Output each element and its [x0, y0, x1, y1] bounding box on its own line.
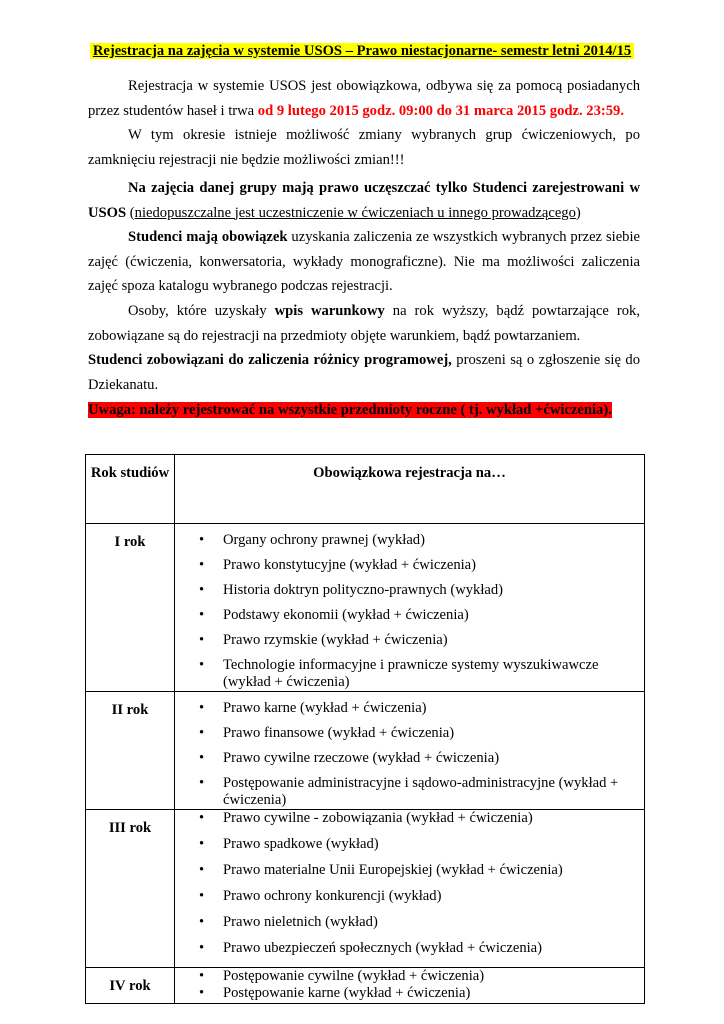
registration-dates: od 9 lutego 2015 godz. 09:00 do 31 marca 2015 godz. 23:59.: [257, 102, 624, 119]
course-item: • Prawo cywilne - zobowiązania (wykład + ćwiczenia): [199, 810, 644, 827]
group-changes-text: W tym okresie istnieje możliwość zmiany wybranych grup ćwiczeniowych, po zamknięciu rejestracji nie będzie możliwości zmian!!!: [88, 127, 640, 168]
year-label: III rok: [86, 810, 175, 968]
course-item: • Podstawy ekonomii (wykład + ćwiczenia): [199, 607, 644, 624]
course-item: • Postępowanie administracyjne i sądowo-administracyjne (wykład + ćwiczenia): [199, 775, 644, 809]
table-row-year-2: [86, 692, 645, 810]
course-list-cell: [175, 692, 645, 810]
warning-highlight: Uwaga: należy rejestrować na wszystkie przedmioty roczne ( tj. wykład +ćwiczenia).: [88, 402, 612, 418]
table-row-year-4: [86, 968, 645, 1004]
document-title-wrap: [0, 42, 724, 60]
course-item: • Prawo finansowe (wykład + ćwiczenia): [199, 725, 644, 742]
course-item: • Historia doktryn polityczno-prawnych (wykład): [199, 582, 644, 599]
obligation-bold: Studenci mają obowiązek: [128, 229, 288, 245]
course-list: [175, 532, 644, 691]
paragraph-obligation: [88, 225, 640, 299]
course-item: • Organy ochrony prawnej (wykład): [199, 532, 644, 549]
paragraph-conditional: [88, 299, 640, 348]
conditional-text-b: na rok wyższy, bądź powtarzające rok, zobowiązane są do rejestracji na przedmioty objęte warunkiem, bądź powtarzaniem.: [88, 303, 640, 344]
conditional-text-a: Osoby, które uzyskały: [128, 303, 275, 319]
course-item: • Technologie informacyjne i prawnicze systemy wyszukiwawcze (wykład + ćwiczenia): [199, 657, 644, 691]
course-item: • Prawo ubezpieczeń społecznych (wykład + ćwiczenia): [199, 940, 644, 957]
paragraph-attendance: [88, 176, 640, 225]
course-item: • Prawo konstytucyjne (wykład + ćwiczenia): [199, 557, 644, 574]
year-label: IV rok: [86, 968, 175, 1004]
course-list-cell: [175, 810, 645, 968]
table-row-year-3: [86, 810, 645, 968]
course-item: • Prawo karne (wykład + ćwiczenia): [199, 700, 644, 717]
attendance-close: ): [575, 204, 581, 221]
conditional-bold: wpis warunkowy: [274, 303, 385, 319]
course-item: • Postępowanie cywilne (wykład + ćwiczenia): [199, 968, 644, 985]
course-item: • Prawo ochrony konkurencji (wykład): [199, 888, 644, 905]
program-difference-text: proszeni są o zgłoszenie się do Dziekanatu.: [88, 352, 640, 393]
year-label: I rok: [86, 524, 175, 692]
program-difference-bold: Studenci zobowiązani do zaliczenia różnicy programowej,: [88, 352, 452, 368]
course-item: • Prawo nieletnich (wykład): [199, 914, 644, 931]
course-item: • Prawo cywilne rzeczowe (wykład + ćwiczenia): [199, 750, 644, 767]
course-list-cell: [175, 968, 645, 1004]
course-item: • Postępowanie karne (wykład + ćwiczenia): [199, 985, 644, 1002]
header-registration: Obowiązkowa rejestracja na…: [175, 455, 645, 524]
paragraph-registration: [88, 74, 640, 123]
header-year: Rok studiów: [86, 455, 175, 524]
course-list-cell: [175, 524, 645, 692]
paragraph-warning: [88, 398, 640, 423]
paragraph-group-changes: [88, 123, 640, 172]
attendance-bold: Na zajęcia danej grupy mają prawo uczęszczać tylko Studenci zarejestrowani w USOS: [88, 180, 640, 221]
obligation-text: uzyskania zaliczenia ze wszystkich wybranych przez siebie zajęć (ćwiczenia, konwersatoria, wykłady monograficzne). Nie ma możliwości zaliczenia zajęć spoza katalogu wybranego podczas rejestracji.: [88, 229, 640, 294]
course-item: • Prawo rzymskie (wykład + ćwiczenia): [199, 632, 644, 649]
table-row-year-1: [86, 524, 645, 692]
year-label: II rok: [86, 692, 175, 810]
course-list: [175, 700, 644, 809]
document-title: Rejestracja na zajęcia w systemie USOS – Prawo niestacjonarne- semestr letni 2014/15: [90, 43, 634, 59]
paragraph-program-difference: [88, 348, 640, 397]
attendance-underlined: niedopuszczalne jest uczestniczenie w ćwiczeniach u innego prowadzącego: [134, 204, 576, 221]
course-item: • Prawo spadkowe (wykład): [199, 836, 644, 853]
course-list: [175, 968, 644, 1002]
registration-text: Rejestracja w systemie USOS jest obowiązkowa, odbywa się za pomocą posiadanych przez studentów haseł i trwa: [88, 78, 640, 119]
table-header-row: [86, 455, 645, 524]
registration-table: [85, 454, 645, 1004]
course-item: • Prawo materialne Unii Europejskiej (wykład + ćwiczenia): [199, 862, 644, 879]
course-list: [175, 810, 644, 957]
attendance-open: (: [126, 204, 135, 221]
